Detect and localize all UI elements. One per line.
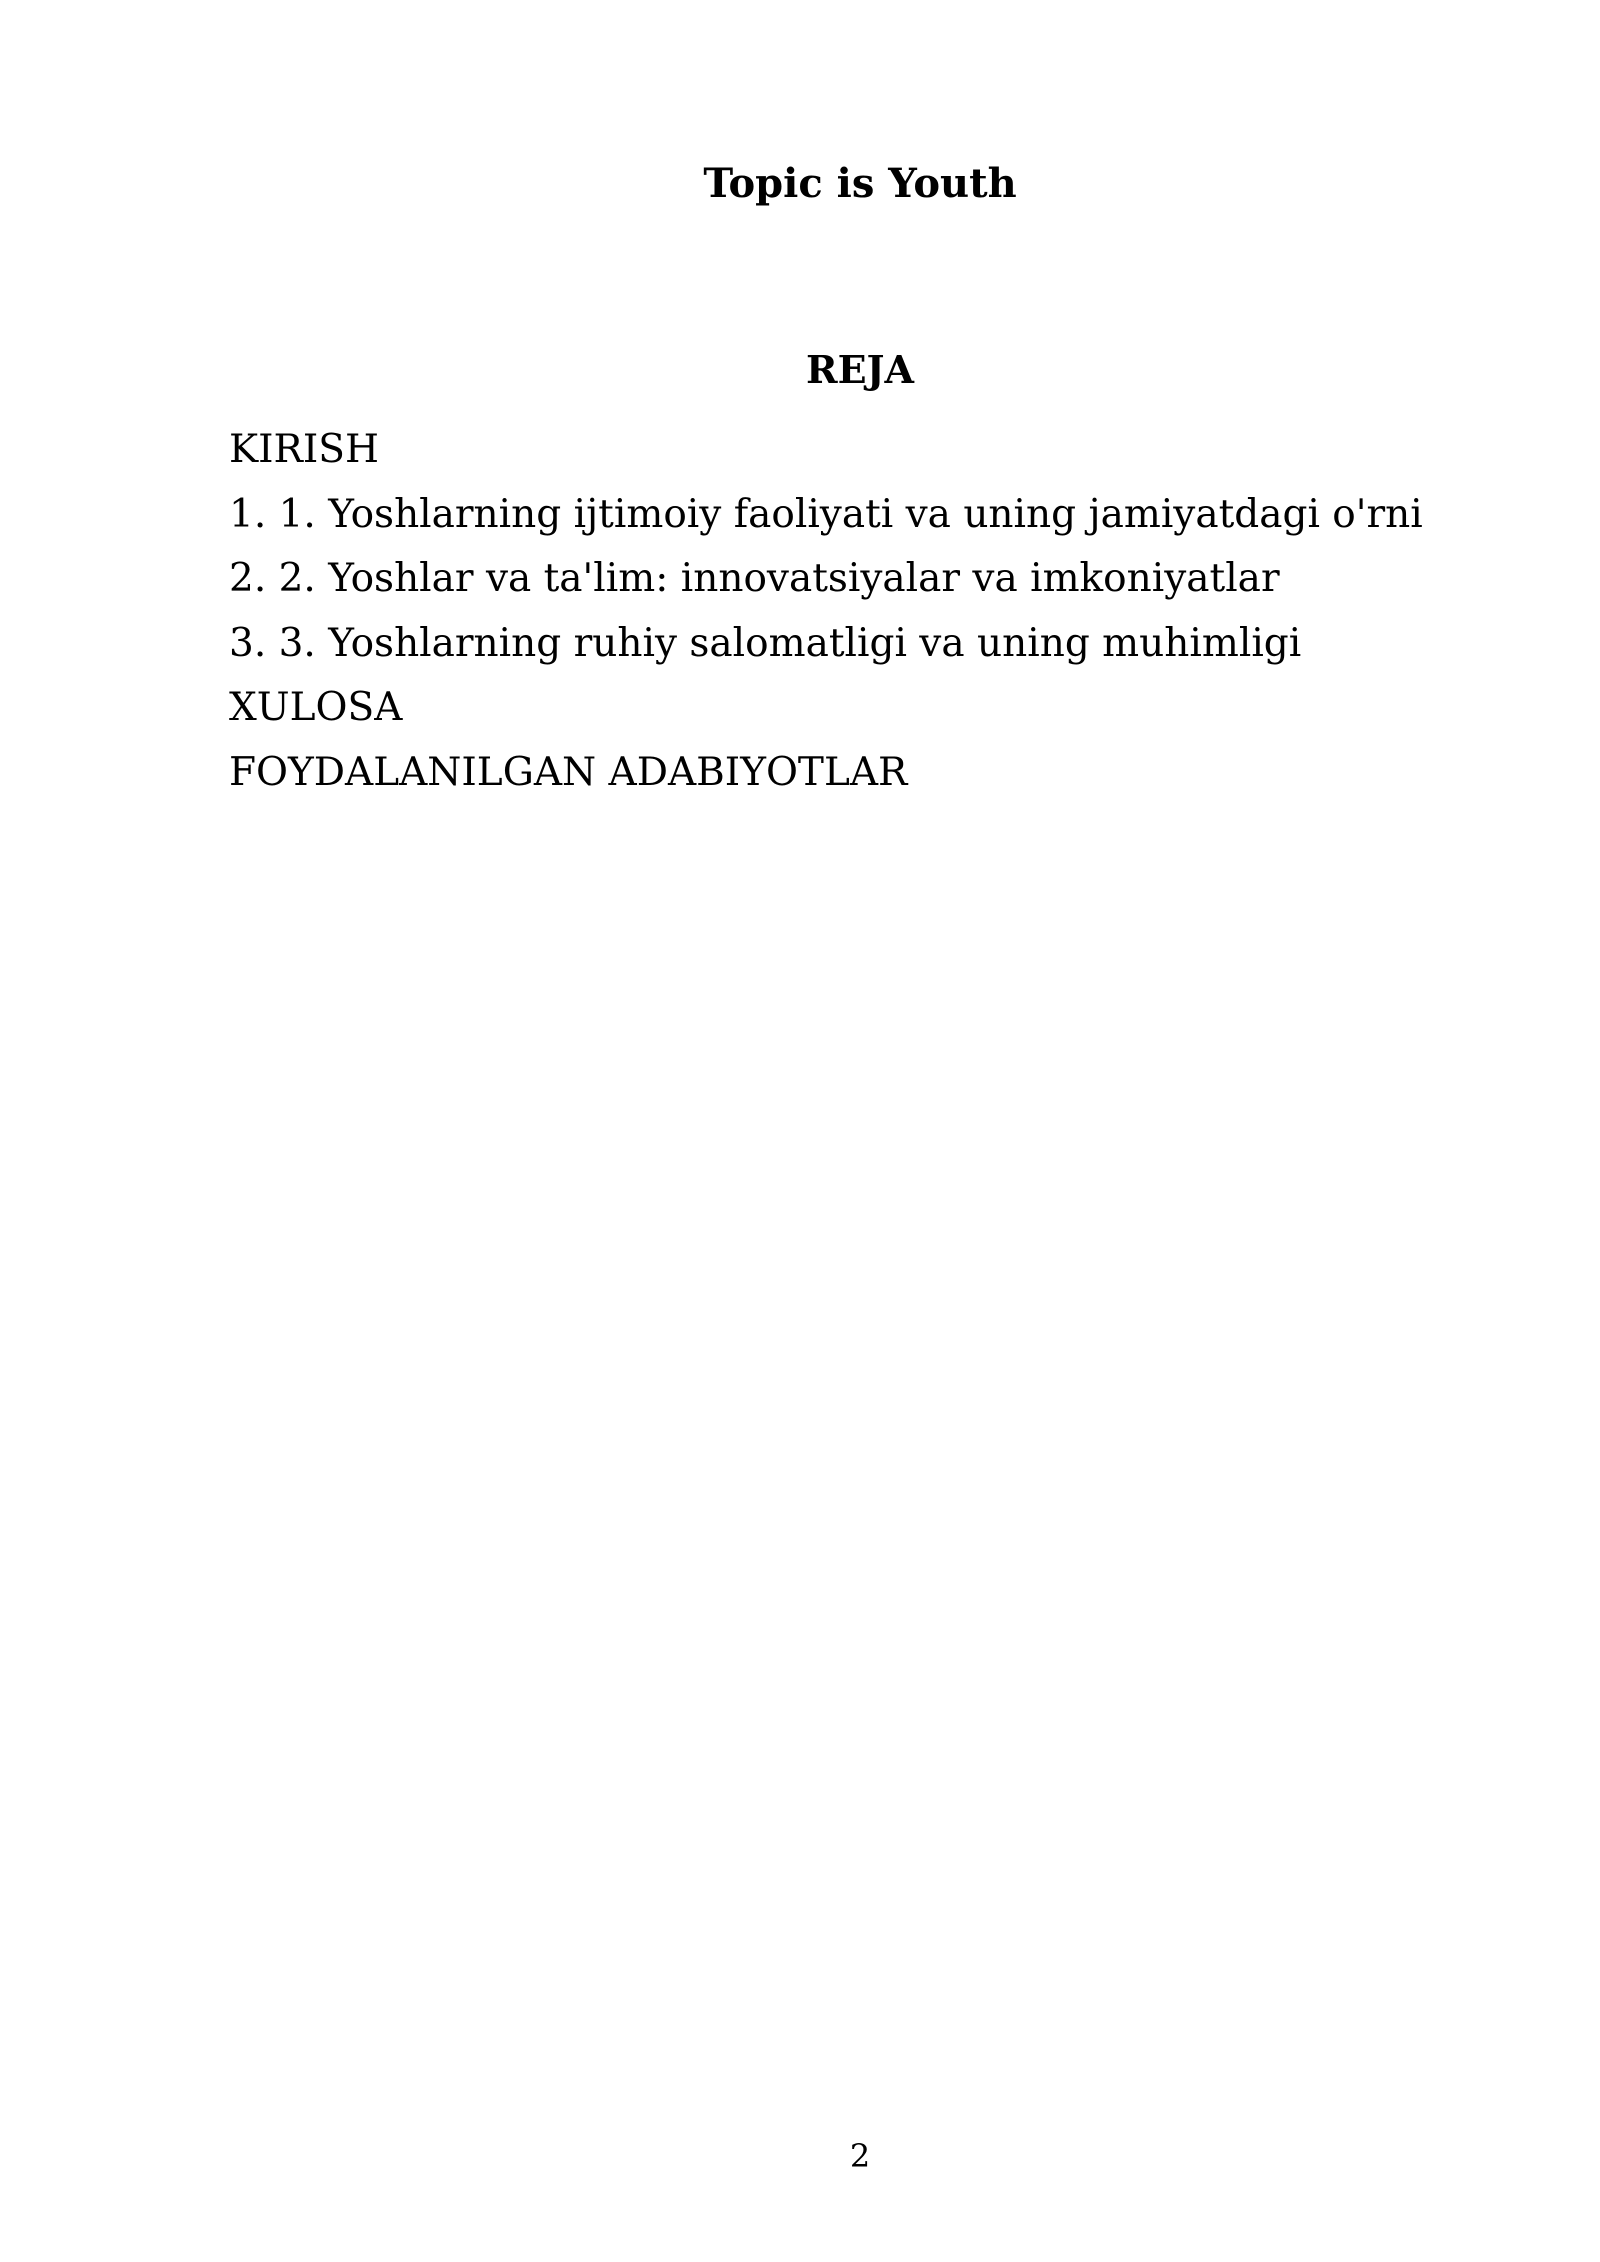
page-number: 2 <box>849 2137 871 2175</box>
toc-item-intro: KIRISH <box>229 427 380 472</box>
toc-item-1: 1. 1. Yoshlarning ijtimoiy faoliyati va uning jamiyatdagi o'rni <box>229 491 1423 537</box>
toc-item-references: FOYDALANILGAN ADABIYOTLAR <box>229 749 908 795</box>
toc-item-conclusion: XULOSA <box>229 685 403 731</box>
document-title: Topic is Youth <box>703 160 1017 207</box>
table-of-contents <box>229 418 1529 806</box>
toc-item-2: 2. 2. Yoshlar va ta'lim: innovatsiyalar va imkoniyatlar <box>229 556 1280 602</box>
toc-item-3: 3. 3. Yoshlarning ruhiy salomatligi va uning muhimligi <box>229 620 1302 666</box>
plan-heading: REJA <box>805 347 914 392</box>
